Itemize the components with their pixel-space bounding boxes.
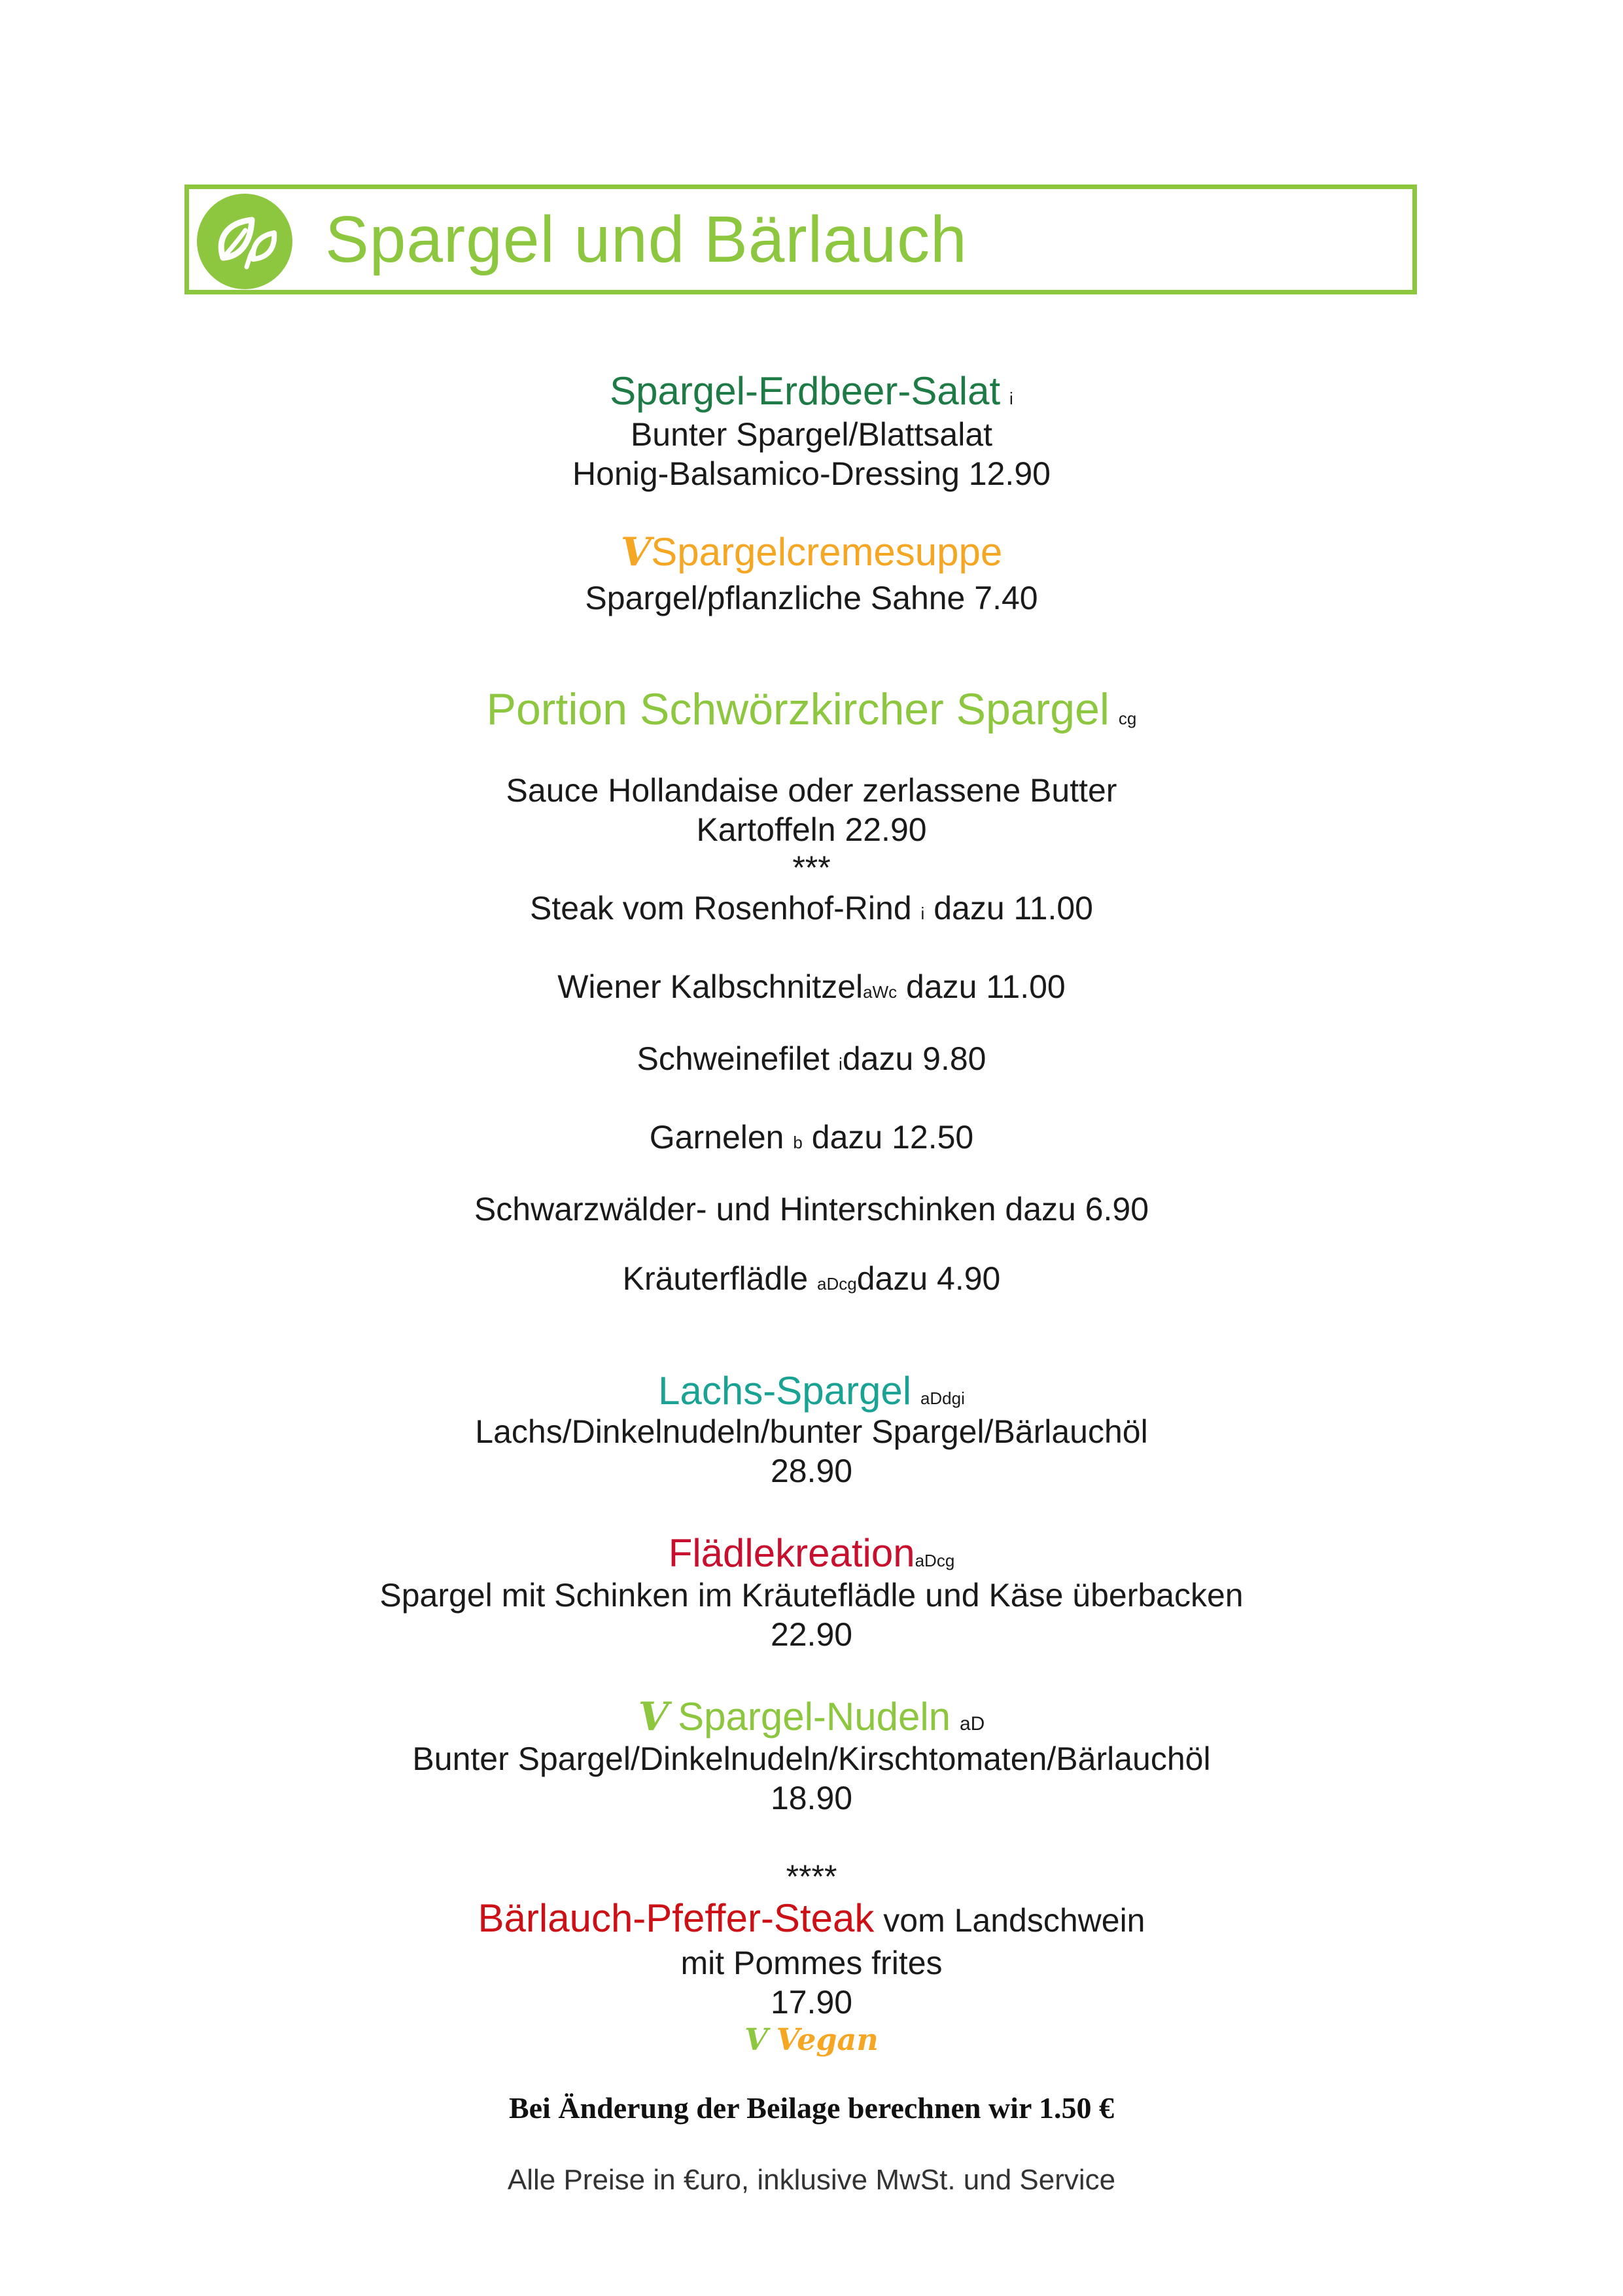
- extra-item: [0, 1259, 1623, 1298]
- dish-description: Lachs/Dinkelnudeln/bunter Spargel/Bärlauchöl: [475, 1413, 1148, 1450]
- allergen-code: aDcg: [817, 1274, 857, 1294]
- dish-description: Bunter Spargel/Dinkelnudeln/Kirschtomaten/Bärlauchöl: [412, 1740, 1211, 1777]
- vegan-label: Vegan: [776, 2022, 879, 2057]
- dish-price: 17.90: [770, 1984, 853, 2021]
- vegan-legend: [0, 2022, 1623, 2058]
- side-dish-notice: Bei Änderung der Beilage berechnen wir 1.50 €: [508, 2091, 1115, 2125]
- dish-title-salat: [0, 368, 1623, 415]
- extra-item: [0, 1118, 1623, 1157]
- separator: ****: [786, 1858, 837, 1895]
- extra-item: [0, 1039, 1623, 1078]
- extra-name: Schweinefilet: [637, 1040, 830, 1077]
- dish-description-price: Honig-Balsamico-Dressing 12.90: [572, 455, 1051, 492]
- allergen-code: cg: [1118, 709, 1137, 728]
- extra-price: dazu 4.90: [856, 1260, 1001, 1297]
- dish-price: 28.90: [770, 1453, 853, 1489]
- dish-name: Portion Schwörzkircher Spargel: [486, 684, 1110, 734]
- extra-price: dazu 11.00: [934, 890, 1093, 927]
- dish-name: Spargelcremesuppe: [651, 530, 1003, 574]
- dish-description: Spargel mit Schinken im Kräuteflädle und Käse überbacken: [379, 1577, 1244, 1614]
- dish-description: Bunter Spargel/Blattsalat: [630, 416, 993, 453]
- vegan-icon: V: [638, 1694, 669, 1740]
- dish-description: Sauce Hollandaise oder zerlassene Butter: [506, 772, 1117, 809]
- extra-item: [0, 1190, 1623, 1229]
- dish-title-lachs: [0, 1368, 1623, 1415]
- allergen-code: aD: [959, 1713, 985, 1735]
- allergen-code: i: [1009, 389, 1013, 408]
- dish-name: Flädlekreation: [668, 1531, 915, 1575]
- dish-price: 18.90: [770, 1780, 853, 1816]
- allergen-code: i: [839, 1054, 843, 1074]
- allergen-code: aDcg: [915, 1551, 955, 1570]
- price-footer: Alle Preise in €uro, inklusive MwSt. und Service: [507, 2164, 1116, 2196]
- extra-price: dazu 9.80: [842, 1040, 986, 1077]
- dish-name-suffix: vom Landschwein: [883, 1902, 1145, 1939]
- dish-title-suppe: [0, 529, 1623, 576]
- extra-price: dazu 11.00: [906, 968, 1066, 1005]
- leaf-icon: [197, 194, 292, 289]
- section-banner: [184, 185, 1417, 294]
- dish-name: Spargel-Erdbeer-Salat: [610, 369, 1001, 413]
- dish-name: Bärlauch-Pfeffer-Steak: [478, 1896, 875, 1940]
- extra-price: dazu 12.50: [811, 1119, 974, 1156]
- vegan-icon: V: [620, 529, 652, 575]
- extra-name: Wiener Kalbschnitzel: [557, 968, 864, 1005]
- dish-name: Spargel-Nudeln: [678, 1695, 951, 1739]
- separator: ***: [792, 849, 831, 886]
- extra-price: dazu 6.90: [1005, 1191, 1149, 1227]
- dish-title-steak: [0, 1895, 1623, 1942]
- section-title: Spargel und Bärlauch: [325, 203, 968, 276]
- dish-price: 22.90: [770, 1616, 853, 1653]
- extra-item: [0, 967, 1623, 1006]
- dish-description-price: Spargel/pflanzliche Sahne 7.40: [585, 580, 1038, 616]
- extra-item: [0, 889, 1623, 928]
- vegan-icon: V: [744, 2022, 768, 2057]
- dish-description-price: Kartoffeln 22.90: [696, 811, 927, 848]
- extra-name: Steak vom Rosenhof-Rind: [530, 890, 912, 927]
- allergen-code: aDdgi: [920, 1388, 965, 1408]
- extra-name: Schwarzwälder- und Hinterschinken: [474, 1191, 996, 1227]
- extra-name: Kräuterflädle: [622, 1260, 809, 1297]
- dish-name: Lachs-Spargel: [658, 1369, 912, 1413]
- dish-description: mit Pommes frites: [680, 1945, 943, 1981]
- extra-name: Garnelen: [649, 1119, 784, 1156]
- dish-title-flaedle: [0, 1530, 1623, 1577]
- allergen-code: b: [793, 1133, 803, 1152]
- dish-title-nudeln: [0, 1693, 1623, 1740]
- allergen-code: aWc: [863, 982, 898, 1002]
- allergen-code: i: [920, 904, 925, 923]
- dish-title-portion: [0, 683, 1623, 737]
